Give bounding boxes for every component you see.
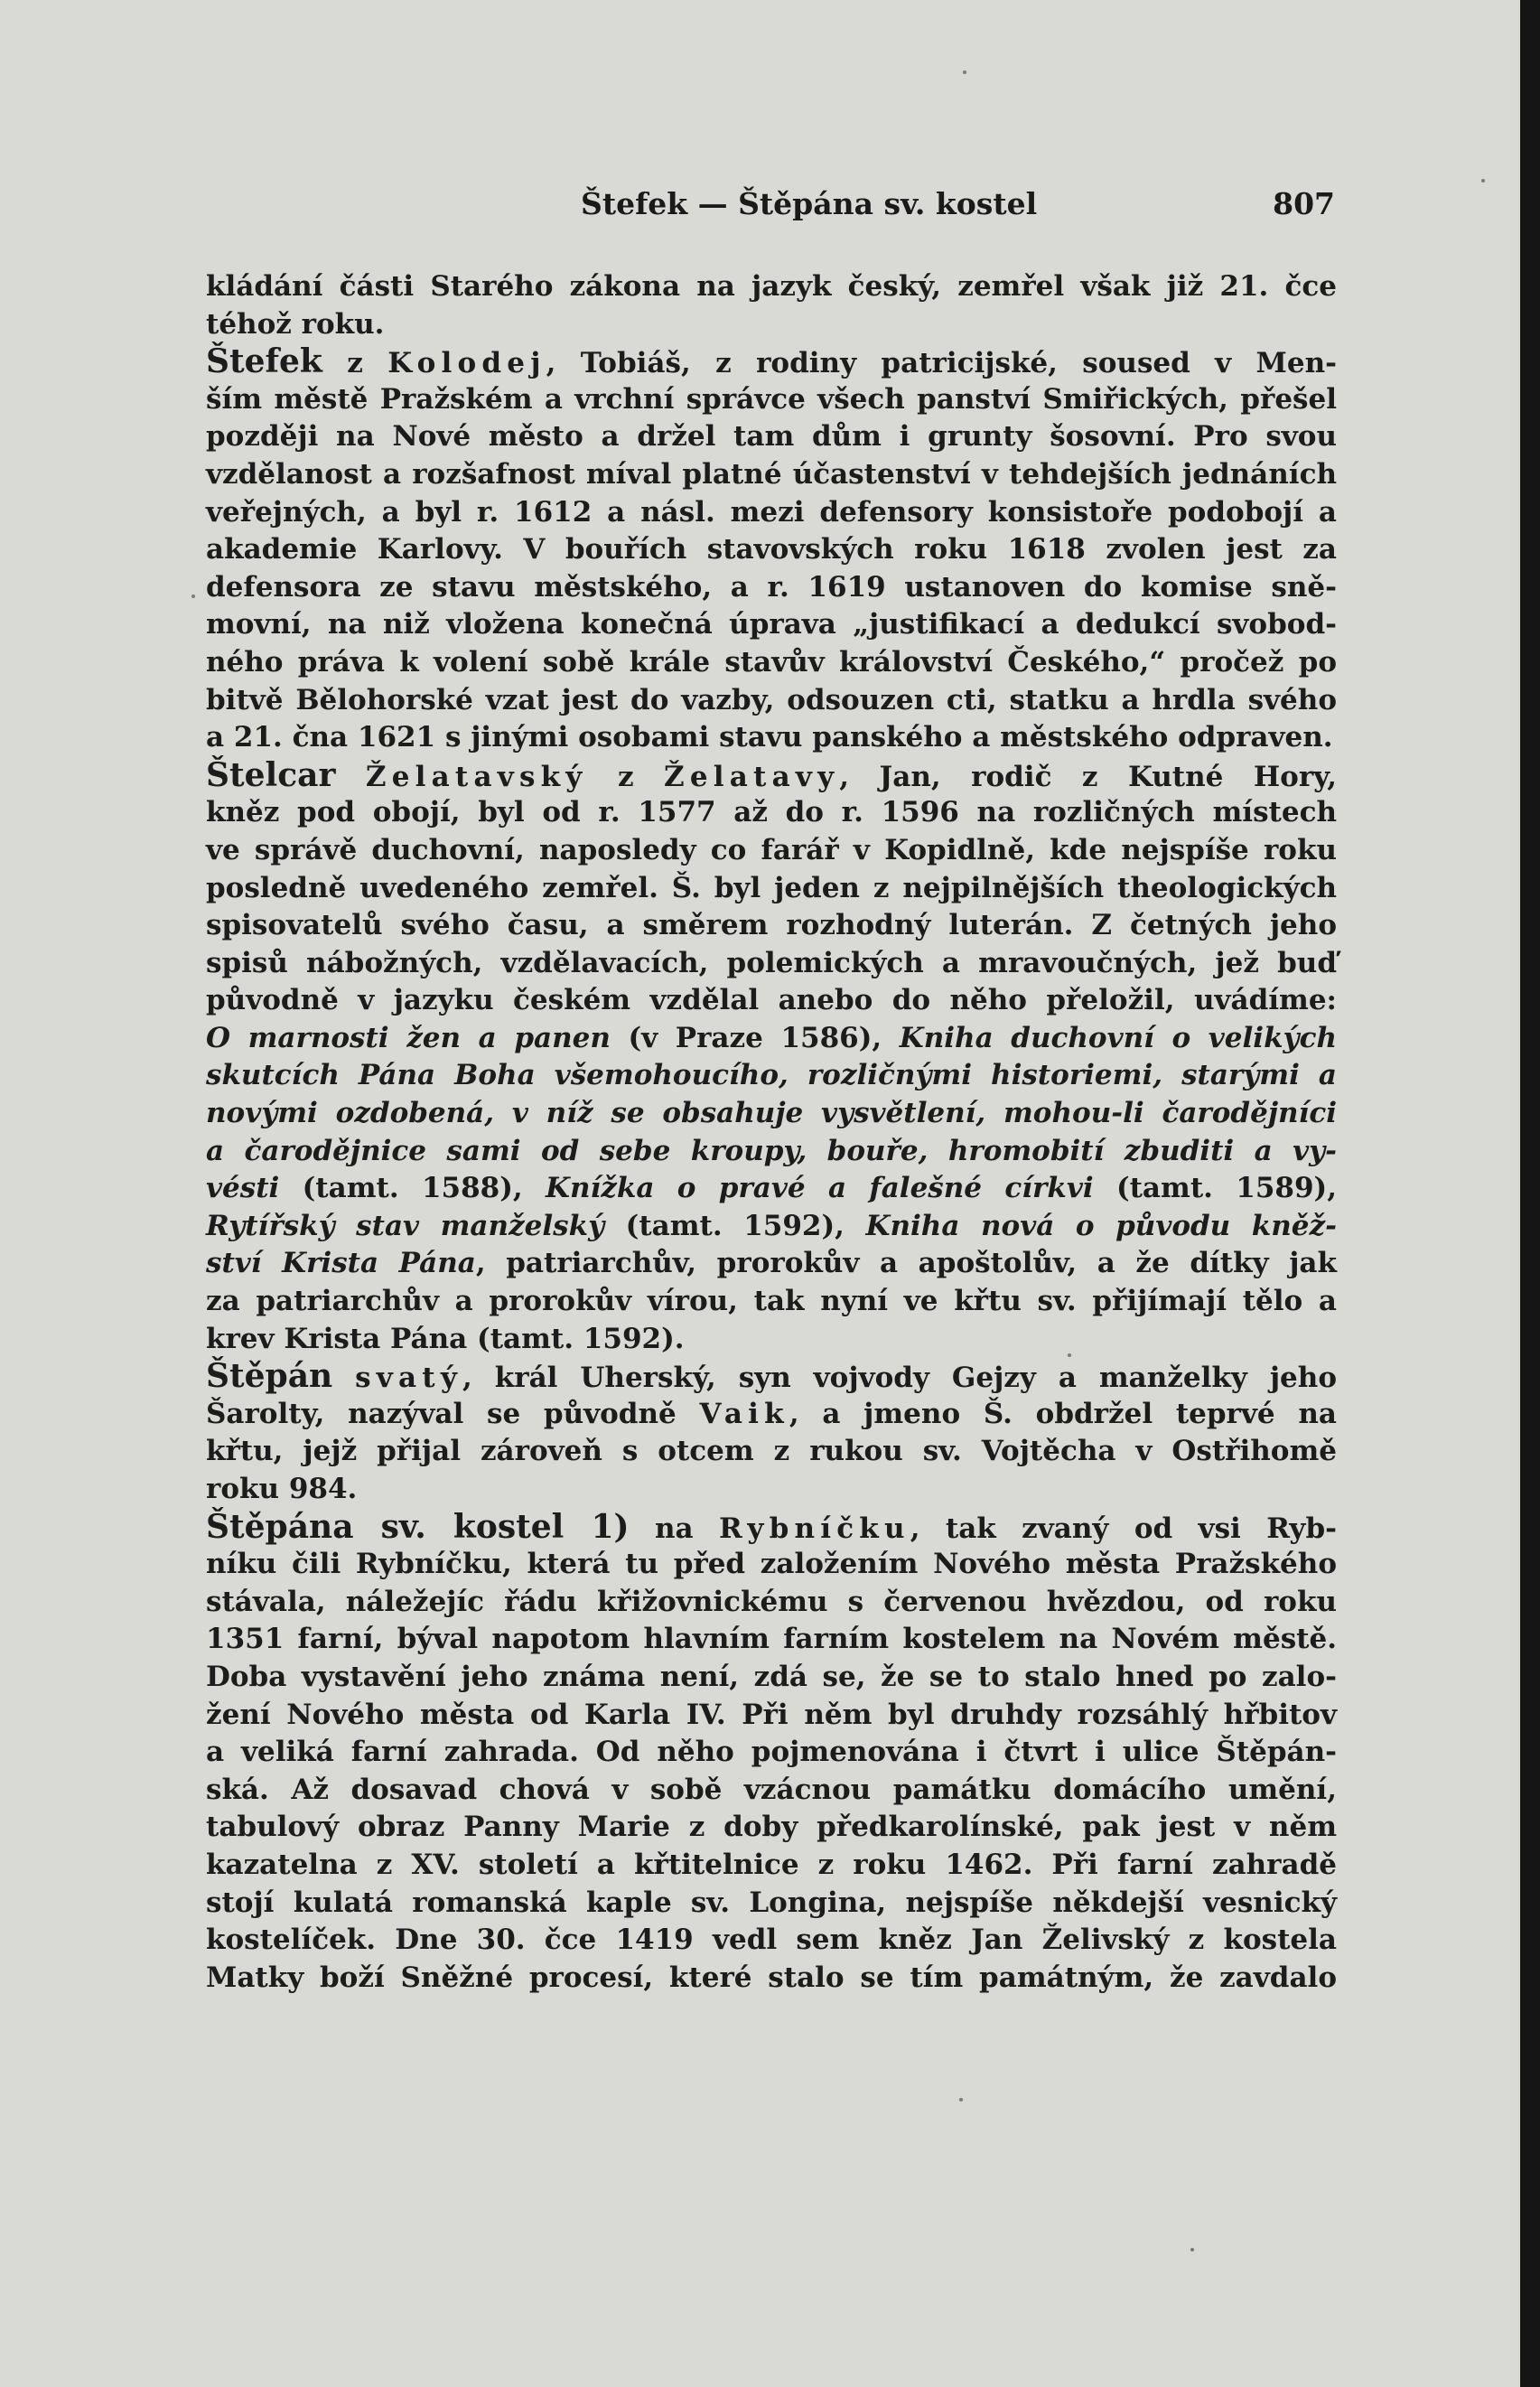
page-number: 807 [1273, 186, 1335, 221]
text-line: novými ozdobená, v níž se obsahuje vysvětlení, mohou-li čarodějníci [206, 1097, 1337, 1130]
text-line: veřejných, a byl r. 1612 a násl. mezi defensory konsistoře podobojí a [206, 495, 1337, 529]
entry-line-stepana-kostel: Štěpána sv. kostel 1) na Rybníčku, tak zvaný od vsi Ryb- [206, 1507, 1337, 1546]
text-line: ším městě Pražském a vrchní správce všech panství Smiřických, přešel [206, 382, 1337, 416]
text-line: tabulový obraz Panny Marie z doby předkarolínské, pak jest v něm [206, 1811, 1337, 1844]
text-line: Matky boží Sněžné procesí, které stalo se tím památným, že zavdalo [206, 1961, 1337, 1994]
text-line: Doba vystavění jeho známa není, zdá se, že se to stalo hned po zalo- [206, 1660, 1337, 1693]
text-line: movní, na niž vložena konečná úprava „justifikací a dedukcí svobod- [206, 608, 1337, 641]
text-line: a 21. čna 1621 s jinými osobami stavu panského a městského odpraven. [206, 721, 1333, 754]
entry-headword: Štelcar [206, 755, 336, 794]
text-line: později na Nové město a držel tam dům i grunty šosovní. Pro svou [206, 420, 1337, 454]
text-line: posledně uvedeného zemřel. Š. byl jeden z nejpilnějších theologických [206, 871, 1337, 904]
scan-edge [1520, 0, 1540, 2387]
text-line: ného práva k volení sobě krále stavův království Českého,“ pročež po [206, 645, 1337, 679]
text-line: křtu, jejž přijal zároveň s otcem z rukou sv. Vojtěcha v Ostřihomě [206, 1435, 1337, 1468]
entry-line-stefek: Štefek z Kolodej, Tobiáš, z rodiny patricijské, soused v Men- [206, 342, 1337, 381]
entry-headword: Štěpán [206, 1357, 333, 1396]
text-line: a čarodějnice sami od sebe kroupy, bouře, hromobití zbuditi a vy- [206, 1134, 1337, 1167]
page-header [206, 183, 1335, 233]
text-line: vésti (tamt. 1588), Knížka o pravé a falešné církvi (tamt. 1589), [206, 1172, 1338, 1205]
entry-line-stepan: Štěpán svatý, král Uherský, syn vojvody Gejzy a manželky jeho [206, 1357, 1337, 1396]
text-line: stojí kulatá romanská kaple sv. Longina, nejspíše někdejší vesnický [206, 1886, 1337, 1919]
entry-line-stelcar: Štelcar Želatavský z Želatavy, Jan, rodič z Kutné Hory, [206, 755, 1337, 794]
text-line: ství Krista Pána, patriarchův, prorokův a apoštolův, a že dítky jak [206, 1247, 1337, 1280]
text-line: skutcích Pána Boha všemohoucího, rozličnými historiemi, starými a [206, 1059, 1337, 1092]
entry-headword: Štěpána sv. kostel 1) [206, 1507, 630, 1546]
text-line: bitvě Bělohorské vzat jest do vazby, odsouzen cti, statku a hrdla svého [206, 683, 1337, 716]
text-line: spisovatelů svého času, a směrem rozhodný luterán. Z četných jeho [206, 909, 1337, 942]
text-line: Šarolty, nazýval se původně Vaik, a jmeno Š. obdržel teprvé na [206, 1397, 1337, 1430]
text-line: Rytířský stav manželský (tamt. 1592), Kniha nová o původu kněž- [206, 1209, 1338, 1242]
text-line: roku 984. [206, 1473, 358, 1505]
paper-speck [1481, 179, 1485, 183]
text-line: za patriarchův a prorokův vírou, tak nyní ve křtu sv. přijímají tělo a [206, 1285, 1337, 1318]
text-line: téhož roku. [206, 307, 385, 341]
text-line: kostelíček. Dne 30. čce 1419 vedl sem kněz Jan Želivský z kostela [206, 1924, 1337, 1957]
text-line: ská. Až dosavad chová v sobě vzácnou památku domácího umění, [206, 1773, 1337, 1806]
text-line: kazatelna z XV. století a křtitelnice z roku 1462. Při farní zahradě [206, 1848, 1337, 1881]
text-line: původně v jazyku českém vzdělal anebo do něho přeložil, uvádíme: [206, 984, 1337, 1017]
text-line: spisů nábožných, vzdělavacích, polemických a mravoučných, jež buď [206, 946, 1337, 979]
paper-speck [963, 70, 966, 74]
text-line: níku čili Rybníčku, která tu před založením Nového města Pražského [206, 1548, 1337, 1581]
text-line: akademie Karlovy. V bouřích stavovských roku 1618 zvolen jest za [206, 533, 1337, 566]
entry-headword: Štefek [206, 342, 322, 381]
text-line: stávala, náležejíc řádu křižovnickému s červenou hvězdou, od roku [206, 1585, 1337, 1618]
text-line: defensora ze stavu městského, a r. 1619 ustanoven do komise sně- [206, 570, 1337, 604]
text-line: O marnosti žen a panen (v Praze 1586), Kniha duchovní o velikých [206, 1021, 1337, 1054]
paper-speck [1190, 2248, 1194, 2251]
text-line: kněz pod obojí, byl od r. 1577 až do r. 1596 na rozličných místech [206, 796, 1337, 829]
text-line: žení Nového města od Karla IV. Při něm byl druhdy rozsáhlý hřbitov [206, 1698, 1337, 1731]
running-head: Štefek — Štěpána sv. kostel [581, 186, 1038, 221]
paper-speck [959, 2098, 963, 2101]
text-line: a veliká farní zahrada. Od něho pojmenována i čtvrt i ulice Štěpán- [206, 1736, 1337, 1769]
text-line: 1351 farní, býval napotom hlavním farním kostelem na Novém městě. [206, 1623, 1337, 1656]
text-line: ve správě duchovní, naposledy co farář v Kopidlně, kde nejspíše roku [206, 833, 1337, 866]
paper-speck [191, 594, 195, 598]
paper-speck [1068, 1353, 1071, 1357]
text-line: kládání části Starého zákona na jazyk český, zemřel však již 21. čce [206, 270, 1337, 303]
text-line: vzdělanost a rozšafnost míval platné účastenství v tehdejších jednáních [206, 457, 1337, 491]
body-text [206, 268, 1337, 1997]
text-line: krev Krista Pána (tamt. 1592). [206, 1322, 685, 1355]
